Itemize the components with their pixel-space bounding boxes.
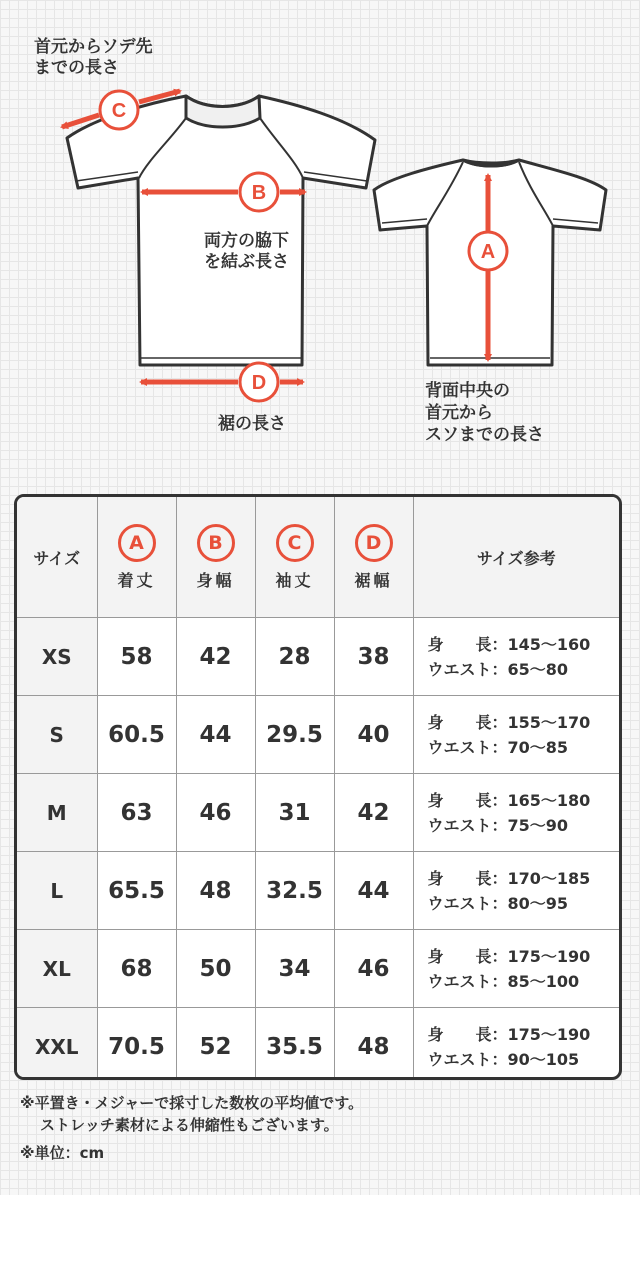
b-cell: 52: [176, 1008, 255, 1081]
reference-waist: ウエスト：90～105: [427, 1049, 580, 1069]
header-c: [255, 497, 334, 618]
header-reference: サイズ参考: [413, 497, 619, 618]
b-cell: 44: [176, 696, 255, 774]
header-a-circle: A: [118, 524, 156, 562]
b-cell: 48: [176, 852, 255, 930]
reference-waist: ウエスト：85～100: [427, 971, 580, 991]
c-cell: 35.5: [255, 1008, 334, 1081]
c-cell: 32.5: [255, 852, 334, 930]
measure-a-letter: A: [480, 241, 496, 263]
note-stretch: ストレッチ素材による伸縮性もございます。: [40, 1116, 339, 1134]
c-cell: 31: [255, 774, 334, 852]
header-d-circle: D: [355, 524, 393, 562]
header-c-circle: C: [276, 524, 314, 562]
header-b: [176, 497, 255, 618]
reference-cell: [413, 774, 619, 852]
reference-cell: [413, 852, 619, 930]
header-a: [97, 497, 176, 618]
size-cell: M: [17, 774, 97, 852]
d-cell: 40: [334, 696, 413, 774]
reference-height: 身 長：145～160: [427, 634, 591, 654]
sleeve-length-caption: 首元からソデ先 までの長さ: [34, 37, 153, 78]
table-row: [17, 618, 619, 696]
table-row: [17, 852, 619, 930]
size-cell: L: [17, 852, 97, 930]
d-cell: 48: [334, 1008, 413, 1081]
reference-cell: [413, 696, 619, 774]
table-row: [17, 1008, 619, 1081]
header-b-label: 身幅: [196, 570, 235, 590]
reference-cell: [413, 1008, 619, 1081]
b-cell: 42: [176, 618, 255, 696]
header-a-label: 着丈: [117, 570, 156, 590]
b-cell: 46: [176, 774, 255, 852]
a-cell: 60.5: [97, 696, 176, 774]
reference-waist: ウエスト：80～95: [427, 893, 569, 913]
reference-waist: ウエスト：70～85: [427, 737, 569, 757]
reference-height: 身 長：175～190: [427, 946, 591, 966]
a-cell: 68: [97, 930, 176, 1008]
c-cell: 28: [255, 618, 334, 696]
b-cell: 50: [176, 930, 255, 1008]
table-row: [17, 774, 619, 852]
header-size: サイズ: [17, 497, 97, 618]
measure-d-letter: D: [251, 372, 267, 394]
header-d-label: 裾幅: [354, 570, 393, 590]
reference-waist: ウエスト：75～90: [427, 815, 569, 835]
reference-cell: [413, 618, 619, 696]
header-b-circle: B: [197, 524, 235, 562]
table-row: [17, 930, 619, 1008]
chest-width-caption: 両方の脇下 を結ぶ長さ: [204, 231, 289, 272]
header-d: [334, 497, 413, 618]
table-header-row: [17, 497, 619, 618]
a-cell: 58: [97, 618, 176, 696]
size-cell: XXL: [17, 1008, 97, 1081]
table-row: [17, 696, 619, 774]
back-length-caption: 背面中央の 首元から スソまでの長さ: [425, 381, 544, 445]
d-cell: 46: [334, 930, 413, 1008]
a-cell: 63: [97, 774, 176, 852]
c-cell: 34: [255, 930, 334, 1008]
reference-height: 身 長：175～190: [427, 1024, 591, 1044]
reference-height: 身 長：155～170: [427, 712, 591, 732]
d-cell: 42: [334, 774, 413, 852]
c-cell: 29.5: [255, 696, 334, 774]
a-cell: 70.5: [97, 1008, 176, 1081]
a-cell: 65.5: [97, 852, 176, 930]
hem-width-caption: 裾の長さ: [218, 414, 286, 434]
d-cell: 44: [334, 852, 413, 930]
reference-waist: ウエスト：65～80: [427, 659, 569, 679]
note-unit: ※単位：cm: [20, 1144, 105, 1162]
d-cell: 38: [334, 618, 413, 696]
reference-cell: [413, 930, 619, 1008]
measure-c-letter: C: [111, 100, 127, 122]
size-cell: XS: [17, 618, 97, 696]
header-c-label: 袖丈: [275, 570, 314, 590]
size-cell: S: [17, 696, 97, 774]
size-cell: XL: [17, 930, 97, 1008]
size-chart-table: [14, 494, 622, 1080]
measure-b-letter: B: [251, 182, 267, 204]
note-average: ※平置き・メジャーで採寸した数枚の平均値です。: [20, 1094, 364, 1112]
reference-height: 身 長：170～185: [427, 868, 591, 888]
reference-height: 身 長：165～180: [427, 790, 591, 810]
